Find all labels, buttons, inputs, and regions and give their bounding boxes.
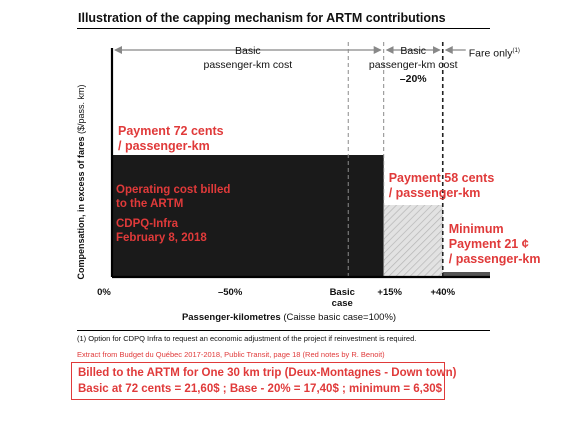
region-label-text: Fare only xyxy=(468,47,513,60)
payment-label-line1: Minimum xyxy=(448,222,504,236)
region-label-line1: Basic xyxy=(235,45,261,57)
x-tick-label-1 xyxy=(74,287,134,298)
x-tick-label-5 xyxy=(413,287,473,298)
billing-line1: Billed to the ARTM for One 30 km trip (Deux-Montagnes - Down town) xyxy=(78,367,457,379)
bar-segment-2 xyxy=(384,205,443,277)
payment-label-1 xyxy=(118,124,224,154)
billing-box xyxy=(71,362,457,400)
operating-cost-line3: CDPQ-Infra xyxy=(116,218,178,230)
operating-cost-line4: February 8, 2018 xyxy=(116,232,207,244)
x-tick-label-2 xyxy=(200,287,260,298)
payment-label-line3: / passenger-km xyxy=(448,252,541,266)
operating-cost-label xyxy=(116,183,230,245)
x-tick-text: 0% xyxy=(97,287,111,298)
operating-cost-line1: Operating cost billed xyxy=(116,184,231,196)
payment-label-line1: Payment 58 cents xyxy=(388,171,495,185)
region-label-3 xyxy=(469,44,520,61)
billing-line2: Basic at 72 cents = 21,60$ ; Base - 20% = 17,40$ ; minimum = 6,30$ xyxy=(78,383,443,395)
x-axis-label xyxy=(112,312,466,323)
payment-label-line2: / passenger-km xyxy=(118,139,210,153)
footnote: (1) Option for CDPQ Infra to request an economic adjustment of the project if reinvestment is required. xyxy=(77,334,417,343)
footnote-rule xyxy=(77,330,490,331)
y-axis-label-bold: Compensation, in excess of fares xyxy=(76,136,86,280)
region-label-line2: passenger-km cost xyxy=(203,59,293,71)
region-label-line3: –20% xyxy=(399,73,427,85)
region-label-line2: passenger-km cost xyxy=(368,59,458,71)
y-axis-label-unit: ($/pass. km) xyxy=(76,84,86,134)
payment-label-line2: / passenger-km xyxy=(388,186,481,200)
x-tick-text: case xyxy=(331,298,353,309)
chart-title: Illustration of the capping mechanism for ARTM contributions xyxy=(78,11,446,25)
region-label-1 xyxy=(168,44,328,72)
x-tick-text: +40% xyxy=(430,287,456,298)
operating-cost-line2: to the ARTM xyxy=(116,198,184,210)
x-tick-label-4 xyxy=(360,287,420,298)
payment-label-line1: Payment 72 cents xyxy=(118,124,224,138)
payment-label-2 xyxy=(389,171,495,201)
payment-label-3 xyxy=(449,222,541,267)
x-tick-text: –50% xyxy=(217,287,243,298)
x-tick-text: Basic xyxy=(329,287,355,298)
extract-note: Extract from Budget du Québec 2017-2018, Public Transit, page 18 (Red notes by R. Benoit) xyxy=(77,350,385,359)
payment-label-line2: Payment 21 ¢ xyxy=(448,237,529,251)
footnote-marker: (1) xyxy=(512,48,520,54)
x-tick-text: +15% xyxy=(377,287,402,298)
x-axis-label-bold: Passenger-kilometres xyxy=(181,312,281,323)
region-label-line1: Basic xyxy=(400,45,427,57)
x-axis-label-rest: (Caisse basic case=100%) xyxy=(280,312,397,323)
